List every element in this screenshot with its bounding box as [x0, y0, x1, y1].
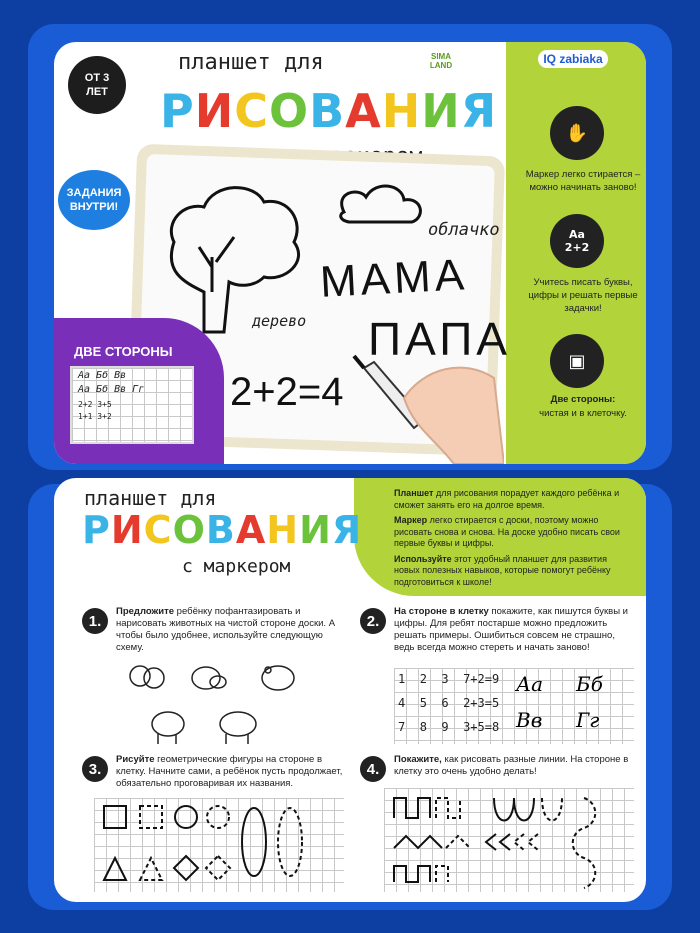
letters-g: Гг [576, 708, 600, 732]
two-sides-icon: ▣ [550, 334, 604, 388]
step-3-number: 3. [82, 756, 108, 782]
eraser-hand-icon: ✋ [550, 106, 604, 160]
mini-row1: Аа Бб Вв [78, 370, 127, 381]
math-row-2: 4 5 6 2+3=5 [398, 696, 500, 710]
brand-sima-logo: SIMA LAND [429, 52, 453, 70]
letters-v: Вв [516, 708, 543, 732]
step-1-text: Предложите ребёнку пофантазировать и нарисовать животных на чистой стороне доски. А чтобы было удобнее, используйте следующую схему. [116, 606, 336, 653]
board-word-papa: ПАПА [368, 313, 511, 365]
mini-row2: Аа Бб Вв Гг [78, 384, 145, 395]
math-row-1: 1 2 3 7+2=9 [398, 672, 500, 686]
age-badge: ОТ 3 ЛЕТ [68, 56, 126, 114]
brand-iq-logo: IQ zabiaka [538, 50, 608, 68]
step-2-number: 2. [360, 608, 386, 634]
step-2-text: На стороне в клетку покажите, как пишутся буквы и цифры. Для ребят постарше можно предложить решать примеры. Ошибиться совсем не страшно, ведь всегда можно стереть и начать заново! [394, 606, 628, 653]
feature-3-text: чистая и в клеточку. [539, 408, 627, 419]
feature-1-text: Маркер легко стирается – можно начинать заново! [525, 169, 641, 193]
board-equation: 2+2=4 [230, 370, 344, 414]
bottom-title-main: РИСОВАНИЯ [82, 508, 363, 552]
letters-a: Аа [516, 672, 544, 696]
feature-2-text: Учитесь писать буквы, цифры и решать первые задачки! [528, 277, 638, 314]
line-patterns [384, 788, 634, 892]
board-word-cloud: облачко [428, 220, 500, 240]
bottom-title-line1: планшет для [84, 486, 217, 510]
title-main: РИСОВАНИЯ [160, 84, 498, 138]
info-paragraphs: Планшет для рисования порадует каждого ребёнка и сможет занять его на долгое время. Маркер легко стирается с доски, поэтому можно рисовать снова и снова. На доске удобно писать свои первые буквы и цифры. Используйте этот удобный планшет для развития новых полезных навыков, которые помогут ребёнку подготовиться к школе! [394, 488, 620, 587]
top-card [54, 42, 646, 464]
letters-b: Бб [576, 672, 603, 696]
board-word-tree: дерево [252, 312, 307, 330]
mini-row4: 1+1 3+2 [78, 412, 112, 421]
tasks-badge: ЗАДАНИЯ ВНУТРИ! [58, 170, 130, 230]
step-3-text: Рисуйте геометрические фигуры на стороне в клетку. Начните сами, а ребёнок пусть продолжает, обязательно проговаривая их названия. [116, 754, 343, 789]
letters-icon: Аа 2+2 [550, 214, 604, 268]
feature-3-bold: Две стороны: [550, 394, 616, 405]
title-line1: планшет для [178, 50, 324, 75]
math-row-3: 7 8 9 3+5=8 [398, 720, 500, 734]
two-sides-label: ДВЕ СТОРОНЫ [74, 344, 173, 359]
board-word-mama: МАМА [318, 250, 470, 307]
step-1-number: 1. [82, 608, 108, 634]
geometric-shapes [94, 798, 344, 892]
mini-row3: 2+2 3+5 [78, 400, 112, 409]
animal-drawing-scheme [128, 662, 348, 748]
hand-marker-illustration [344, 338, 504, 464]
step-4-text: Покажите, как рисовать разные линии. На стороне в клетку это очень удобно делать! [394, 754, 629, 777]
bottom-title-line3: с маркером [182, 556, 291, 577]
bottom-card [54, 478, 646, 902]
step-4-number: 4. [360, 756, 386, 782]
